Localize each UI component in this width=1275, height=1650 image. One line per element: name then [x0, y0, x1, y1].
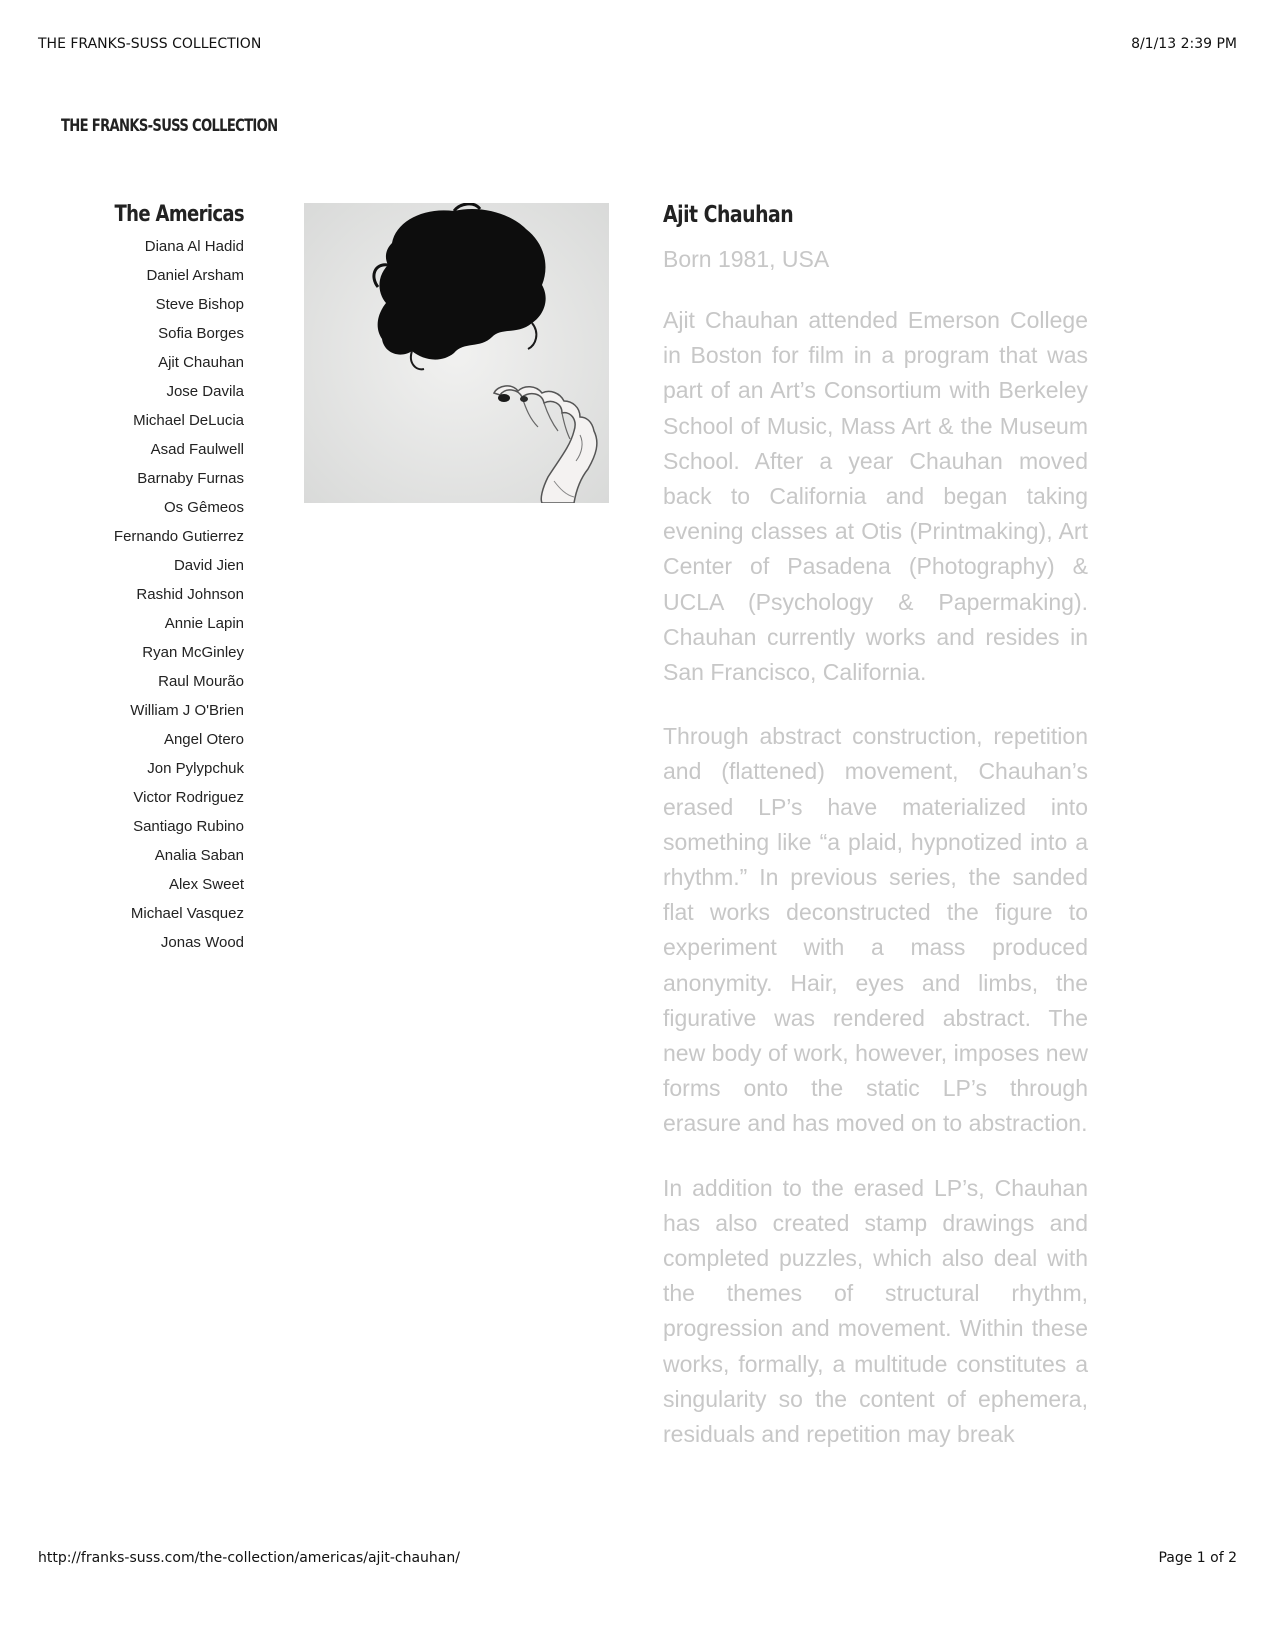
sidebar-item-jon-pylypchuk[interactable]: Jon Pylypchuk [147, 760, 244, 777]
bio-paragraph: Through abstract construction, repetition and (flattened) movement, Chauhan’s erased LP’s have materialized into something like “a plaid, hypnotized into a rhythm.” In previous series, the sanded flat works deconstructed the figure to experiment with a mass produced anonymity. Hair, eyes and limbs, the figurative was rendered abstract. The new body of work, however, imposes new forms onto the static LP’s through erasure and has moved on to abstraction. [663, 723, 1088, 1137]
sidebar-item-daniel-arsham[interactable]: Daniel Arsham [146, 267, 244, 284]
sidebar-item-os-gemeos[interactable]: Os Gêmeos [163, 499, 244, 516]
sidebar-item-raul-mourao[interactable]: Raul Mourão [158, 673, 244, 690]
print-header-datetime: 8/1/13 2:39 PM [1131, 36, 1237, 52]
bio-paragraph: In addition to the erased LP’s, Chauhan has also created stamp drawings and completed puzzles, which also deal with the themes of structural rhythm, progression and movement. Within these works, formally, a multitude constitutes a singularity so the content of ephemera, residuals and repetition may break [663, 1174, 1088, 1448]
artist-bio [663, 303, 1088, 1452]
print-header-title: THE FRANKS-SUSS COLLECTION [38, 36, 262, 52]
sidebar-heading[interactable]: The Americas [114, 202, 244, 227]
sidebar-item-michael-vasquez[interactable]: Michael Vasquez [130, 905, 244, 922]
artwork-illustration [304, 203, 609, 503]
print-footer-page: Page 1 of 2 [1158, 1550, 1237, 1566]
sidebar-item-victor-rodriguez[interactable]: Victor Rodriguez [133, 789, 244, 806]
site-logo[interactable]: THE FRANKS-SUSS COLLECTION [61, 116, 278, 136]
print-footer-url: http://franks-suss.com/the-collection/americas/ajit-chauhan/ [38, 1550, 460, 1566]
sidebar-artist-list [24, 232, 244, 957]
sidebar-item-michael-delucia[interactable]: Michael DeLucia [133, 412, 244, 429]
sidebar-nav [24, 198, 244, 957]
sidebar-item-fernando-gutierrez[interactable]: Fernando Gutierrez [113, 528, 244, 545]
sidebar-item-steve-bishop[interactable]: Steve Bishop [155, 296, 244, 313]
sidebar-item-jose-davila[interactable]: Jose Davila [166, 383, 244, 400]
sidebar-item-angel-otero[interactable]: Angel Otero [163, 731, 244, 748]
bio-paragraph: Ajit Chauhan attended Emerson College in Boston for film in a program that was part of an Art’s Consortium with Berkeley School of Music, Mass Art & the Museum School. After a year Chauhan moved back to California and began taking evening classes at Otis (Printmaking), Art Center of Pasadena (Photography) & UCLA (Psychology & Papermaking). Chauhan currently works and resides in San Francisco, California. [663, 307, 1088, 686]
artwork-image[interactable] [304, 203, 609, 503]
sidebar-item-analia-saban[interactable]: Analia Saban [154, 847, 244, 864]
sidebar-item-barnaby-furnas[interactable]: Barnaby Furnas [137, 470, 244, 487]
sidebar-item-annie-lapin[interactable]: Annie Lapin [164, 615, 244, 632]
artist-content [663, 198, 1088, 1452]
sidebar-item-david-jien[interactable]: David Jien [173, 557, 244, 574]
artist-born: Born 1981, USA [663, 246, 830, 272]
sidebar-item-alex-sweet[interactable]: Alex Sweet [168, 876, 244, 893]
sidebar-item-asad-faulwell[interactable]: Asad Faulwell [150, 441, 244, 458]
sidebar-item-ajit-chauhan[interactable]: Ajit Chauhan [158, 354, 244, 371]
sidebar-item-jonas-wood[interactable]: Jonas Wood [160, 934, 244, 951]
sidebar-item-sofia-borges[interactable]: Sofia Borges [158, 325, 244, 342]
artist-name: Ajit Chauhan [663, 202, 794, 228]
sidebar-item-santiago-rubino[interactable]: Santiago Rubino [133, 818, 244, 835]
sidebar-item-diana-al-hadid[interactable]: Diana Al Hadid [144, 238, 244, 255]
sidebar-item-rashid-johnson[interactable]: Rashid Johnson [136, 586, 244, 603]
sidebar-item-ryan-mcginley[interactable]: Ryan McGinley [142, 644, 244, 661]
sidebar-item-william-j-obrien[interactable]: William J O'Brien [130, 702, 244, 719]
